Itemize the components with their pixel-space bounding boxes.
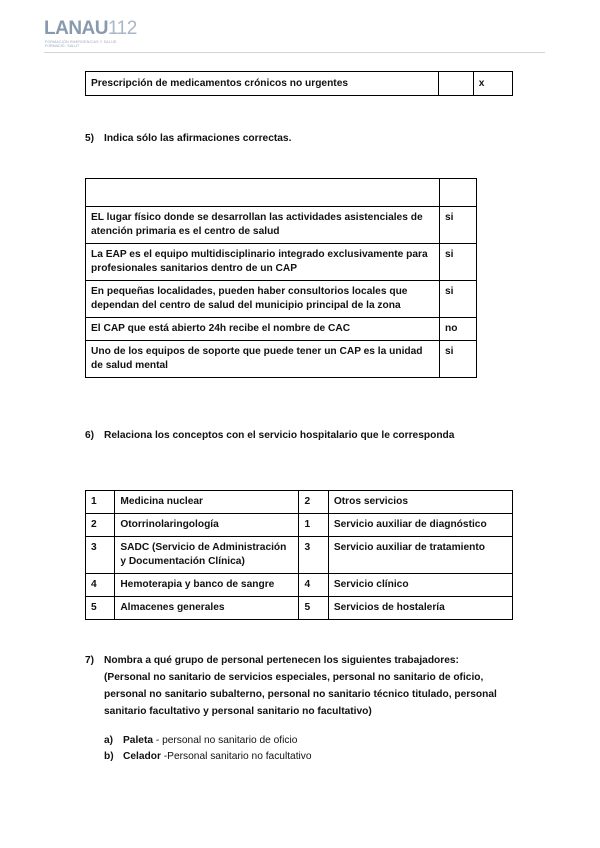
question-5 [85, 133, 291, 144]
table-cell-mark: x [473, 72, 512, 96]
relations-table [85, 490, 513, 620]
question-text: Nombra a qué grupo de personal pertenecen los siguientes trabajadores: [104, 655, 459, 666]
answer-label: b) [104, 751, 114, 762]
logo-text: LANAU [44, 18, 108, 39]
service-number: 1 [299, 514, 328, 537]
service-number: 4 [299, 574, 328, 597]
table-cell-empty [438, 72, 473, 96]
question-text: Indica sólo las afirmaciones correctas. [104, 133, 292, 144]
company-logo [44, 18, 154, 46]
statement-text: Uno de los equipos de soporte que puede tener un CAP es la unidad de salud mental [86, 341, 440, 378]
service-name: Servicio auxiliar de tratamiento [328, 537, 512, 574]
table-row [86, 72, 513, 96]
header-divider [44, 52, 545, 53]
concept-name: Medicina nuclear [115, 491, 299, 514]
table-row [86, 341, 477, 378]
statement-answer: si [440, 207, 477, 244]
logo-tagline-2: FORMACIÓ · SALUT [45, 44, 80, 48]
service-name: Servicios de hostalería [328, 597, 512, 620]
medication-table [85, 71, 513, 96]
question-7 [85, 655, 459, 666]
service-number: 5 [299, 597, 328, 620]
list-item [104, 749, 312, 765]
list-item [104, 733, 312, 749]
table-row [86, 597, 513, 620]
table-row [86, 244, 477, 281]
answer-term: Celador [123, 751, 161, 762]
service-name: Servicio auxiliar de diagnóstico [328, 514, 512, 537]
statement-answer: si [440, 341, 477, 378]
question-number: 6) [85, 430, 95, 441]
concept-number: 5 [86, 597, 115, 620]
statement-answer: si [440, 244, 477, 281]
concept-number: 2 [86, 514, 115, 537]
question-6 [85, 430, 454, 441]
service-name: Servicio clínico [328, 574, 512, 597]
service-name: Otros servicios [328, 491, 512, 514]
table-row [86, 491, 513, 514]
question-text: Relaciona los conceptos con el servicio hospitalario que le corresponda [104, 430, 455, 441]
concept-name: Hemoterapia y banco de sangre [115, 574, 299, 597]
concept-number: 3 [86, 537, 115, 574]
service-number: 2 [299, 491, 328, 514]
concept-name: Otorrinolaringología [115, 514, 299, 537]
table-header-row [86, 179, 477, 207]
table-row [86, 514, 513, 537]
statement-answer: si [440, 281, 477, 318]
logo-tagline: FORMACIÓN EMERGENCIAS Y SALUD [45, 40, 117, 44]
answer-label: a) [104, 735, 114, 746]
answer-text: - personal no sanitario de oficio [153, 735, 298, 746]
table-cell [440, 179, 477, 207]
question-number: 7) [85, 655, 95, 666]
table-cell [86, 179, 440, 207]
service-number: 3 [299, 537, 328, 574]
statement-answer: no [440, 318, 477, 341]
answers-list [104, 733, 312, 765]
statement-text: En pequeñas localidades, pueden haber consultorios locales que dependan del centro de salud del municipio principal de la zona [86, 281, 440, 318]
statement-text: EL lugar físico donde se desarrollan las actividades asistenciales de atención primaria es el centro de salud [86, 207, 440, 244]
table-row [86, 318, 477, 341]
statement-text: La EAP es el equipo multidisciplinario integrado exclusivamente para profesionales sanitarios dentro de un CAP [86, 244, 440, 281]
statement-text: El CAP que está abierto 24h recibe el nombre de CAC [86, 318, 440, 341]
concept-name: SADC (Servicio de Administración y Documentación Clínica) [115, 537, 299, 574]
logo-number: 112 [108, 18, 137, 39]
question-7-options: (Personal no sanitario de servicios especiales, personal no sanitario de oficio, personal no sanitario subalterno, personal no sanitario técnico titulado, personal sanitario facultativo y personal sanitario no facultativo) [104, 672, 497, 717]
statements-table [85, 178, 477, 378]
table-row [86, 207, 477, 244]
concept-number: 1 [86, 491, 115, 514]
table-cell-label: Prescripción de medicamentos crónicos no urgentes [86, 72, 439, 96]
concept-name: Almacenes generales [115, 597, 299, 620]
table-row [86, 574, 513, 597]
answer-text: -Personal sanitario no facultativo [160, 751, 312, 762]
logo-wordmark [44, 18, 137, 40]
table-row [86, 281, 477, 318]
answer-term: Paleta [123, 735, 154, 746]
concept-number: 4 [86, 574, 115, 597]
question-number: 5) [85, 133, 95, 144]
table-row [86, 537, 513, 574]
